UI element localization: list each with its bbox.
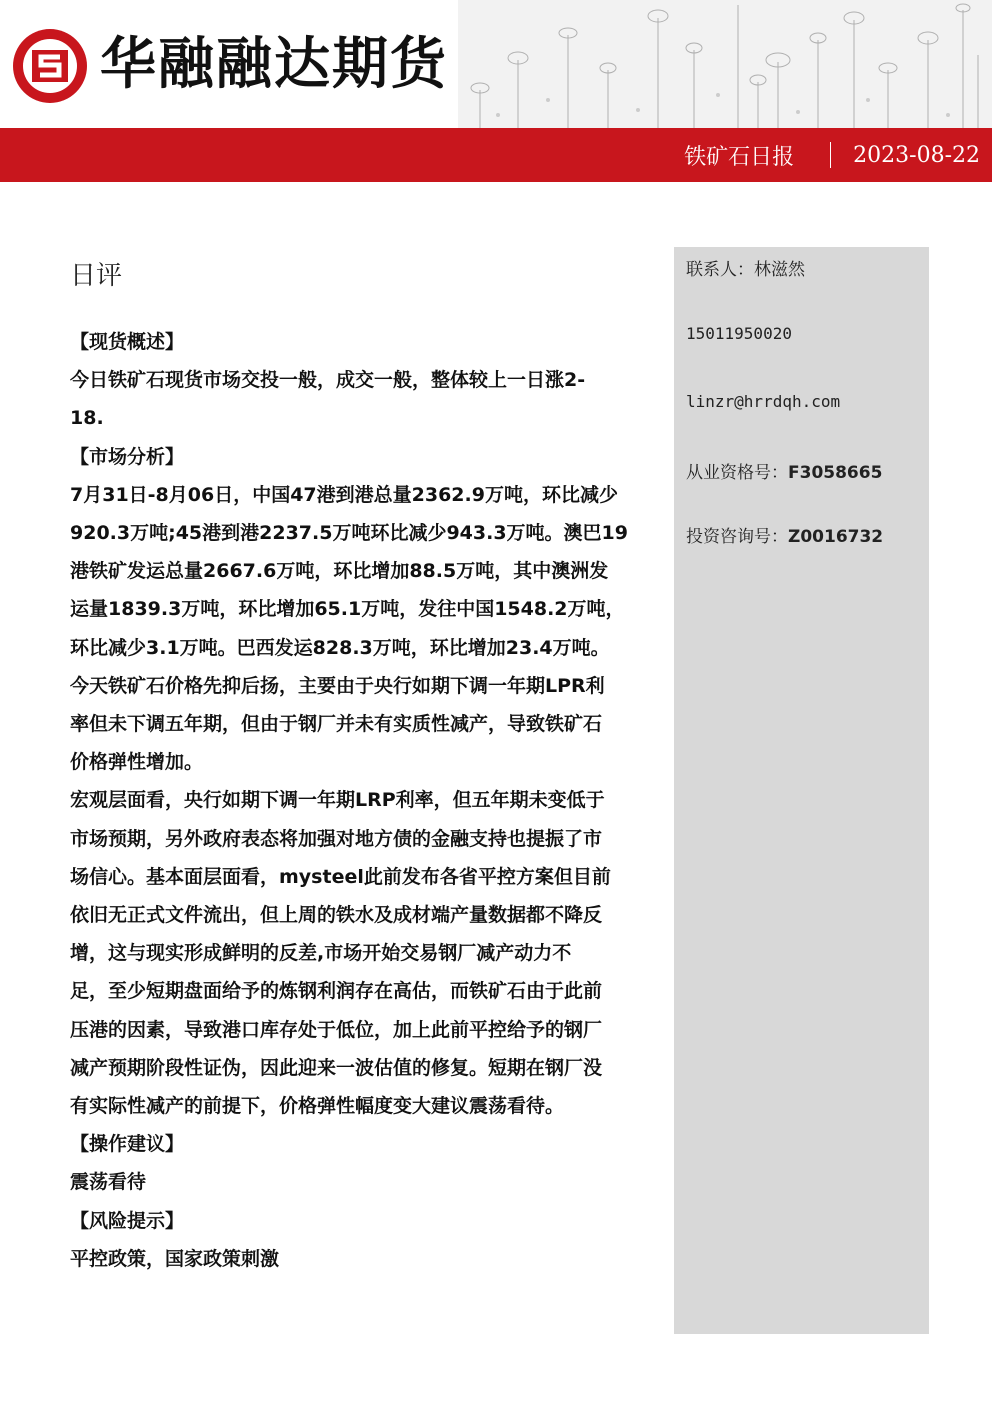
section-heading-market: 【市场分析】 <box>70 445 185 468</box>
section-heading-spot: 【现货概述】 <box>70 331 185 353</box>
contact-person: 联系人：林滋然 <box>686 260 805 280</box>
section-heading-risk: 【风险提示】 <box>70 1209 185 1232</box>
spot-text-line: 18. <box>70 407 104 430</box>
market-text-line: 价格弹性增加。 <box>70 751 204 774</box>
market-text-line: 场信心。基本面层面看，mysteel此前发布各省平控方案但目前 <box>70 865 611 888</box>
market-text-line: 有实际性减产的前提下，价格弹性幅度变大建议震荡看待。 <box>70 1095 565 1118</box>
market-text-line: 足，至少短期盘面给予的炼钢利润存在高估，而铁矿石由于此前 <box>70 980 603 1003</box>
divider <box>830 142 831 168</box>
market-text-line: 增，这与现实形成鲜明的反差,市场开始交易钢厂减产动力不 <box>70 942 572 965</box>
market-text-line: 环比减少3.1万吨。巴西发运828.3万吨，环比增加23.4万吨。 <box>70 636 610 659</box>
market-text-line: 率但未下调五年期，但由于钢厂并未有实质性减产，导致铁矿石 <box>70 713 603 736</box>
market-text-line: 920.3万吨;45港到港2237.5万吨环比减少943.3万吨。澳巴19 <box>70 522 628 545</box>
market-text-line: 运量1839.3万吨，环比增加65.1万吨，发往中国1548.2万吨， <box>70 598 625 621</box>
risk-text: 平控政策，国家政策刺激 <box>70 1247 280 1270</box>
market-text-line: 市场预期，另外政府表态将加强对地方债的金融支持也提振了市 <box>70 827 603 850</box>
section-heading-advice: 【操作建议】 <box>70 1133 185 1156</box>
contact-sidebar <box>674 247 929 1334</box>
advisory-label: 投资咨询号： <box>686 527 788 547</box>
qualification-value: F3058665 <box>788 463 883 483</box>
advice-text: 震荡看待 <box>70 1171 147 1194</box>
report-header <box>0 0 992 182</box>
report-type: 铁矿石日报 <box>684 144 795 170</box>
market-text-line: 依旧无正式文件流出，但上周的铁水及成材端产量数据都不降反 <box>70 904 603 927</box>
market-text-line: 减产预期阶段性证伪，因此迎来一波估值的修复。短期在钢厂没 <box>70 1056 603 1079</box>
report-body <box>70 323 666 1278</box>
advisory-number <box>686 522 883 547</box>
market-text-line: 宏观层面看，央行如期下调一年期LRP利率，但五年期未变低于 <box>70 789 605 812</box>
report-meta <box>684 128 980 182</box>
contact-phone: 15011950020 <box>686 324 792 343</box>
spot-text-line: 今日铁矿石现货市场交投一般，成交一般，整体较上一日涨2- <box>70 369 586 392</box>
page-title: 日评 <box>70 261 123 291</box>
qualification-number <box>686 458 882 483</box>
market-text-line: 7月31日-8月06日，中国47港到港总量2362.9万吨，环比减少 <box>70 483 618 506</box>
market-text-line: 压港的因素，导致港口库存处于低位，加上此前平控给予的钢厂 <box>70 1018 603 1041</box>
decorative-network-graphic <box>458 0 992 130</box>
advisory-value: Z0016732 <box>788 527 884 547</box>
company-logo-icon <box>10 26 90 106</box>
qualification-label: 从业资格号： <box>686 463 788 483</box>
company-name: 华融融达期货 <box>100 31 448 97</box>
contact-email: linzr@hrrdqh.com <box>686 392 841 411</box>
market-text-line: 港铁矿发运总量2667.6万吨，环比增加88.5万吨，其中澳洲发 <box>70 560 609 583</box>
report-date: 2023-08-22 <box>853 142 980 168</box>
market-text-line: 今天铁矿石价格先抑后扬，主要由于央行如期下调一年期LPR利 <box>70 674 605 697</box>
